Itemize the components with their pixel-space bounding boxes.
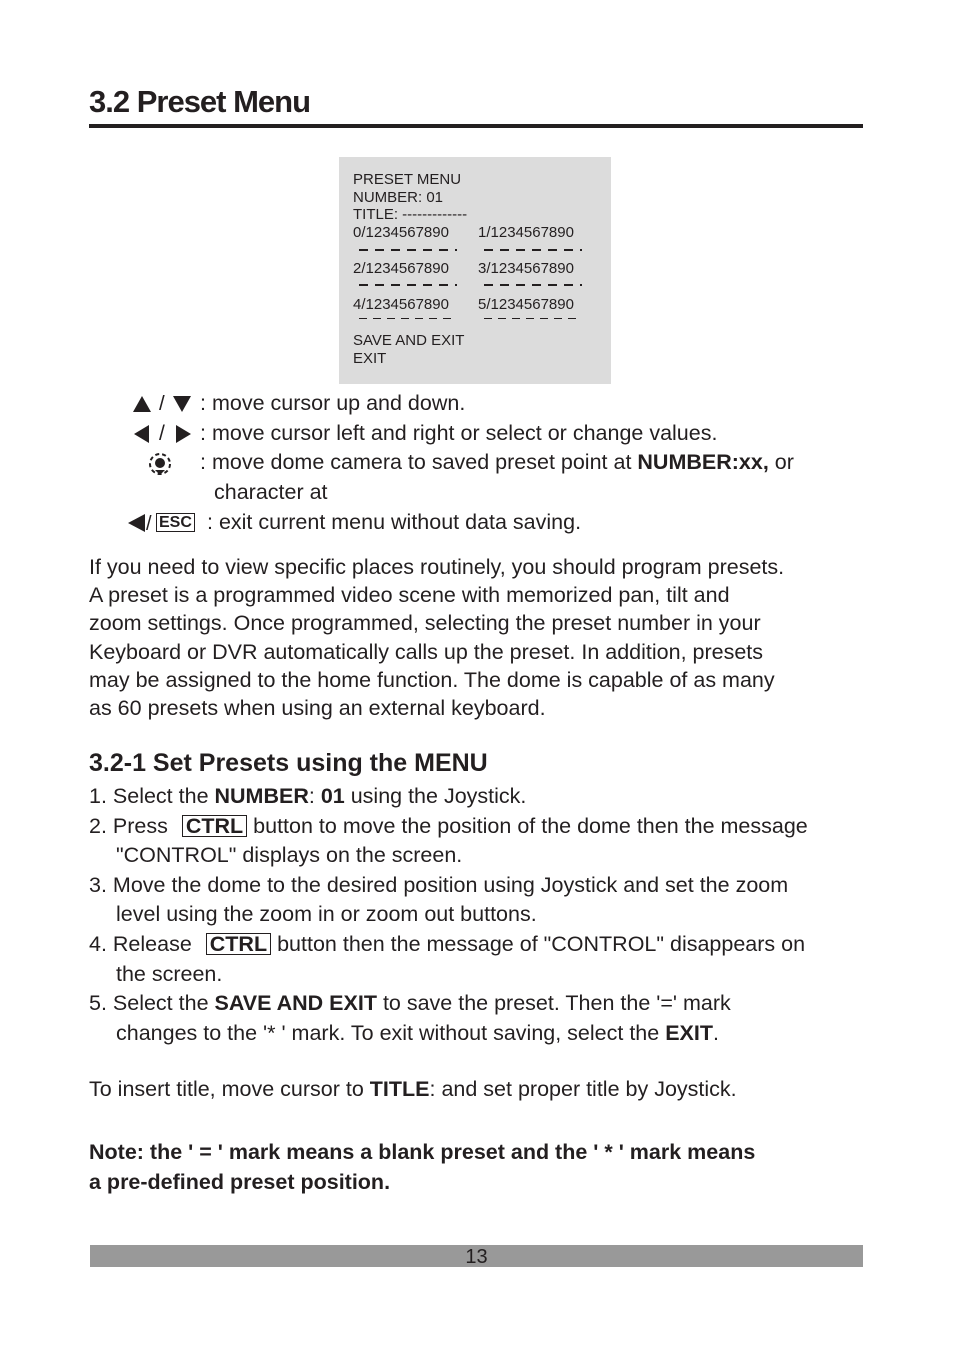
step-2: 2. Press CTRL button to move the position of the dome then the message xyxy=(89,813,808,838)
osd-blank-marks xyxy=(359,284,457,286)
svg-text:/: / xyxy=(159,424,165,444)
step-5: 5. Select the SAVE AND EXIT to save the preset. Then the '=' mark xyxy=(89,991,731,1016)
osd-blank-marks xyxy=(484,284,582,286)
osd-preset: 0/1234567890 xyxy=(353,224,449,241)
osd-number: NUMBER: 01 xyxy=(353,189,444,206)
osd-blank-marks xyxy=(484,249,582,251)
svg-text:/: / xyxy=(159,395,165,413)
page-number: 13 xyxy=(465,1246,488,1268)
osd-blank-marks xyxy=(359,249,457,251)
osd-preset: 5/1234567890 xyxy=(478,296,574,313)
title-instruction: To insert title, move cursor to TITLE: and set proper title by Joystick. xyxy=(89,1077,737,1101)
left-arrow-icon xyxy=(127,513,157,533)
osd-preset: 4/1234567890 xyxy=(353,296,449,313)
osd-title: PRESET MENU xyxy=(353,171,462,188)
osd-save-exit: SAVE AND EXIT xyxy=(353,332,465,349)
osd-title-field: TITLE: ------------- xyxy=(353,206,468,223)
legend-esc: / ESC : exit current menu without data saving. xyxy=(0,507,954,537)
ctrl-key-icon: CTRL xyxy=(206,933,271,955)
title-rule xyxy=(89,124,863,128)
esc-key-icon: ESC xyxy=(156,513,195,532)
steps-list: 1. Select the NUMBER: 01 using the Joystick. 2. Press CTRL button to move the position of the dome then the message "CONTROL" displays on the screen. 3. Move the dome to the desired position using Joystick and set the zoom level using the zoom in or zoom out buttons. 4. Release CTRL button then the message of "CONTROL" disappears on the screen. 5. Select the SAVE AND EXIT to save the preset. Then the '=' mark changes to the '* ' mark. To exit without saving, select the EXIT. xyxy=(89,784,808,1045)
svg-text:/: / xyxy=(146,513,152,533)
ctrl-key-icon: CTRL xyxy=(182,815,247,837)
legend-preset-call: : move dome camera to saved preset point at NUMBER:xx, or character at xyxy=(0,447,954,507)
step-3: 3. Move the dome to the desired position using Joystick and set the zoom xyxy=(89,872,789,897)
legend-updown: / : move cursor up and down. xyxy=(0,388,954,418)
intro-paragraph: If you need to view specific places routinely, you should program presets. A preset is a programmed video scene with memorized pan, tilt and zoom settings. Once programmed, selecting the preset number in your Keyboard or DVR automatically calls up the preset. In addition, presets may be assigned to the home function. The dome is capable of as many as 60 presets when using an external keyboard. xyxy=(89,555,785,721)
preset-call-icon xyxy=(147,452,175,476)
section-subheading: 3.2-1 Set Presets using the MENU xyxy=(89,749,488,777)
page-title: 3.2 Preset Menu xyxy=(89,84,311,119)
legend-leftright: / : move cursor left and right or select or change values. xyxy=(0,418,954,448)
page-footer xyxy=(90,1245,863,1267)
osd-preset: 3/1234567890 xyxy=(478,260,574,277)
osd-preset: 1/1234567890 xyxy=(478,224,574,241)
osd-exit: EXIT xyxy=(353,350,387,367)
step-1: 1. Select the NUMBER: 01 using the Joystick. xyxy=(89,784,527,808)
osd-blank-marks xyxy=(484,318,582,319)
step-4: 4. Release CTRL button then the message of "CONTROL" disappears on xyxy=(89,931,806,956)
left-right-arrows-icon xyxy=(133,424,195,444)
up-down-arrows-icon xyxy=(133,395,195,413)
osd-preset-menu xyxy=(339,157,611,384)
osd-blank-marks xyxy=(359,318,457,319)
note: Note: the ' = ' mark means a blank preset and the ' * ' mark means a pre-defined preset position. xyxy=(89,1140,756,1194)
osd-preset: 2/1234567890 xyxy=(353,260,449,277)
